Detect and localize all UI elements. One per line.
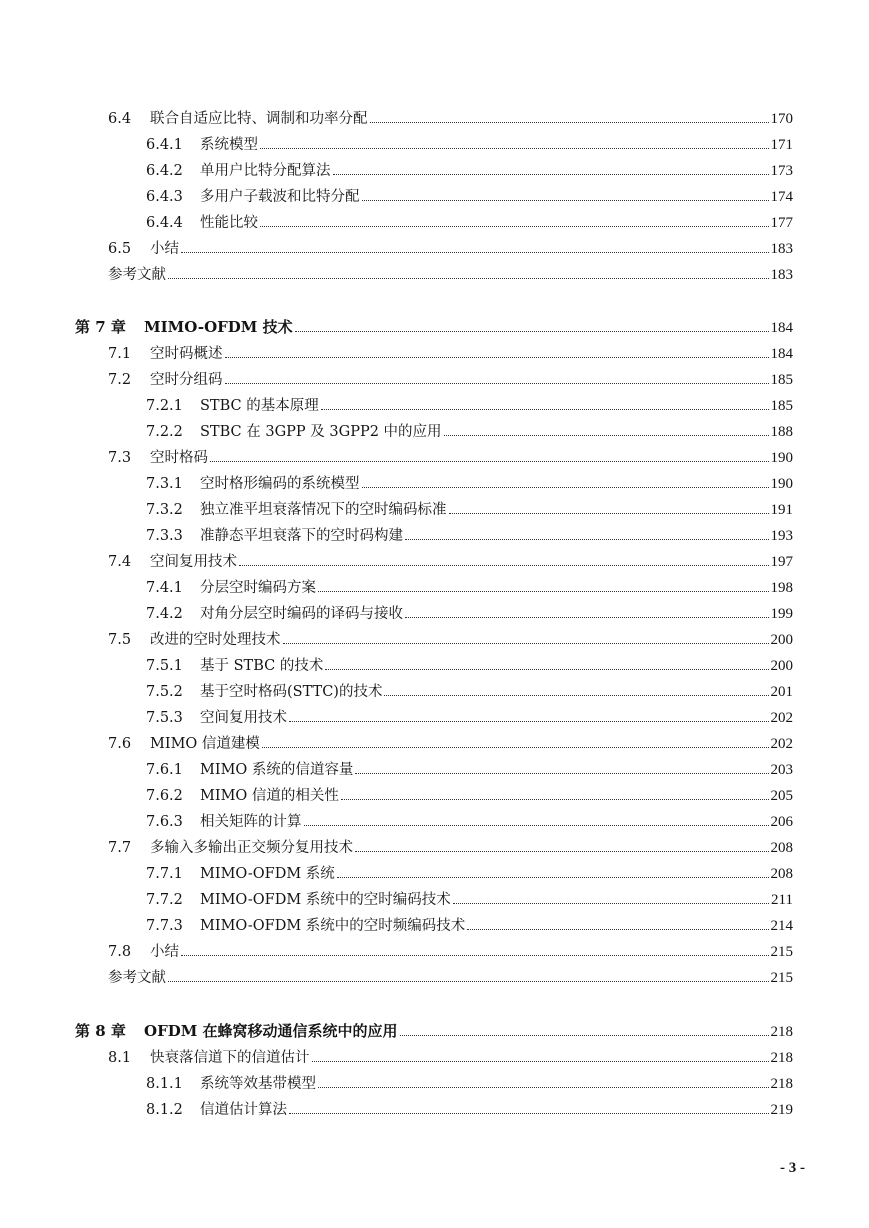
toc-entry-page: 211: [771, 892, 793, 908]
dot-leader: [312, 1061, 769, 1062]
toc-entry-number: 7.5: [108, 632, 132, 648]
toc-entry-number: 7.3: [108, 450, 132, 466]
toc-entry-title: MIMO-OFDM 系统: [200, 866, 335, 882]
dot-leader: [168, 981, 769, 982]
toc-entry-page: 183: [770, 241, 793, 257]
toc-subsection-entry: [146, 706, 793, 727]
toc-entry-number: 8.1.2: [146, 1102, 183, 1118]
page-number: - 3 -: [780, 1160, 805, 1176]
toc-subsection-entry: [146, 159, 793, 180]
toc-entry-number: 7.7.2: [146, 892, 183, 908]
toc-entry-title: 基于空时格码(STTC)的技术: [200, 684, 383, 700]
dot-leader: [337, 877, 769, 878]
toc-entry-number: 8.1.1: [146, 1076, 183, 1092]
dot-leader: [341, 799, 769, 800]
toc-entry-page: 188: [770, 424, 793, 440]
toc-entry-page: 184: [770, 320, 793, 336]
toc-subsection-entry: [146, 420, 793, 441]
dot-leader: [453, 903, 769, 904]
toc-entry-page: 183: [770, 267, 793, 283]
toc-section-entry: [108, 1046, 793, 1067]
toc-entry-page: 170: [770, 111, 793, 127]
toc-entry-number: 7.8: [108, 944, 132, 960]
dot-leader: [325, 669, 768, 670]
toc-entry-title: 系统等效基带模型: [200, 1076, 316, 1092]
toc-entry-page: 184: [770, 346, 793, 362]
toc-section-entry: [108, 628, 793, 649]
toc-entry-page: 190: [770, 450, 793, 466]
toc-section-entry: [108, 940, 793, 961]
toc-entry-number: 7.7.1: [146, 866, 183, 882]
toc-entry-title: MIMO-OFDM 系统中的空时频编码技术: [200, 918, 466, 934]
toc-entry-title: 小结: [150, 944, 179, 960]
toc-entry-number: 7.3.3: [146, 528, 183, 544]
toc-section-entry: [108, 368, 793, 389]
toc-subsection-entry: [146, 524, 793, 545]
dot-leader: [289, 721, 769, 722]
dot-leader: [318, 1087, 769, 1088]
toc-entry-title: 性能比较: [200, 215, 258, 231]
dot-leader: [362, 487, 769, 488]
dot-leader: [355, 773, 768, 774]
dot-leader: [355, 851, 769, 852]
toc-subsection-entry: [146, 576, 793, 597]
toc-entry-title: 相关矩阵的计算: [200, 814, 302, 830]
toc-entry-number: 6.4.3: [146, 189, 183, 205]
dot-leader: [181, 252, 769, 253]
toc-entry-title: 多输入多输出正交频分复用技术: [150, 840, 353, 856]
toc-entry-number: 7.2.2: [146, 424, 183, 440]
toc-entry-number: 7.4.2: [146, 606, 183, 622]
toc-entry-title: 对角分层空时编码的译码与接收: [200, 606, 403, 622]
dot-leader: [210, 461, 769, 462]
toc-entry-number: 7.5.3: [146, 710, 183, 726]
toc-entry-page: 174: [770, 189, 793, 205]
toc-entry-page: 185: [770, 372, 793, 388]
toc-entry-title: 空间复用技术: [200, 710, 287, 726]
toc-subsection-entry: [146, 914, 793, 935]
toc-section-entry: [108, 263, 793, 284]
toc-entry-page: 218: [770, 1076, 793, 1092]
dot-leader: [362, 200, 769, 201]
toc-entry-title: 空时码概述: [150, 346, 223, 362]
toc-entry-title: 参考文献: [108, 267, 166, 283]
dot-leader: [260, 226, 769, 227]
toc-entry-page: 173: [770, 163, 793, 179]
toc-entry-number: 第 7 章: [75, 318, 126, 336]
toc-entry-page: 202: [770, 710, 793, 726]
toc-entry-number: 7.6: [108, 736, 132, 752]
toc-entry-page: 201: [770, 684, 793, 700]
toc-entry-title: STBC 的基本原理: [200, 398, 319, 414]
dot-leader: [333, 174, 769, 175]
toc-entry-number: 7.6.2: [146, 788, 183, 804]
toc-section-entry: [108, 107, 793, 128]
dot-leader: [260, 148, 769, 149]
toc-chapter-entry: [75, 316, 793, 337]
toc-entry-title: MIMO 系统的信道容量: [200, 762, 354, 778]
toc-subsection-entry: [146, 680, 793, 701]
toc-entry-page: 208: [770, 840, 793, 856]
toc-subsection-entry: [146, 394, 793, 415]
toc-entry-title: STBC 在 3GPP 及 3GPP2 中的应用: [200, 424, 442, 440]
toc-entry-title: 空时分组码: [150, 372, 223, 388]
toc-section-entry: [108, 342, 793, 363]
toc-entry-page: 193: [770, 528, 793, 544]
toc-entry-number: 8.1: [108, 1050, 132, 1066]
toc-entry-title: 空时格码: [150, 450, 208, 466]
toc-entry-number: 第 8 章: [75, 1022, 126, 1040]
toc-entry-page: 215: [770, 944, 793, 960]
toc-entry-number: 7.3.2: [146, 502, 183, 518]
toc-entry-page: 208: [770, 866, 793, 882]
dot-leader: [168, 278, 769, 279]
toc-subsection-entry: [146, 784, 793, 805]
dot-leader: [370, 122, 769, 123]
toc-entry-page: 197: [770, 554, 793, 570]
toc-entry-title: MIMO-OFDM 技术: [144, 318, 293, 336]
toc-entry-title: 独立准平坦衰落情况下的空时编码标准: [200, 502, 447, 518]
toc-entry-title: 准静态平坦衰落下的空时码构建: [200, 528, 403, 544]
toc-section-entry: [108, 550, 793, 571]
dot-leader: [449, 513, 769, 514]
dot-leader: [384, 695, 768, 696]
toc-entry-number: 7.5.2: [146, 684, 183, 700]
toc-entry-title: OFDM 在蜂窝移动通信系统中的应用: [144, 1022, 398, 1040]
toc-entry-page: 219: [770, 1102, 793, 1118]
toc-entry-title: 信道估计算法: [200, 1102, 287, 1118]
toc-subsection-entry: [146, 211, 793, 232]
dot-leader: [405, 539, 769, 540]
toc-entry-number: 7.4: [108, 554, 132, 570]
dot-leader: [225, 357, 769, 358]
toc-entry-page: 203: [770, 762, 793, 778]
toc-entry-number: 7.2.1: [146, 398, 183, 414]
toc-section-entry: [108, 836, 793, 857]
toc-entry-page: 200: [770, 632, 793, 648]
toc-entry-page: 200: [770, 658, 793, 674]
toc-entry-number: 7.2: [108, 372, 132, 388]
dot-leader: [289, 1113, 769, 1114]
toc-subsection-entry: [146, 133, 793, 154]
toc-entry-page: 185: [770, 398, 793, 414]
toc-entry-title: 基于 STBC 的技术: [200, 658, 324, 674]
toc-entry-number: 7.7.3: [146, 918, 183, 934]
dot-leader: [283, 643, 769, 644]
toc-entry-title: 参考文献: [108, 970, 166, 986]
toc-entry-title: MIMO 信道的相关性: [200, 788, 339, 804]
toc-entry-page: 205: [770, 788, 793, 804]
toc-subsection-entry: [146, 758, 793, 779]
toc-entry-page: 198: [770, 580, 793, 596]
toc-entry-number: 7.6.3: [146, 814, 183, 830]
toc-section-entry: [108, 237, 793, 258]
toc-subsection-entry: [146, 862, 793, 883]
toc-entry-number: 7.3.1: [146, 476, 183, 492]
dot-leader: [239, 565, 769, 566]
toc-entry-title: 快衰落信道下的信道估计: [150, 1050, 310, 1066]
toc-entry-title: 小结: [150, 241, 179, 257]
dot-leader: [400, 1035, 769, 1036]
toc-entry-page: 177: [770, 215, 793, 231]
dot-leader: [405, 617, 769, 618]
dot-leader: [467, 929, 768, 930]
toc-entry-title: 多用户子载波和比特分配: [200, 189, 360, 205]
toc-subsection-entry: [146, 472, 793, 493]
dot-leader: [262, 747, 769, 748]
dot-leader: [225, 383, 769, 384]
toc-entry-title: 改进的空时处理技术: [150, 632, 281, 648]
toc-entry-page: 202: [770, 736, 793, 752]
toc-subsection-entry: [146, 1098, 793, 1119]
toc-entry-page: 214: [770, 918, 793, 934]
toc-entry-number: 7.1: [108, 346, 132, 362]
toc-entry-page: 218: [770, 1024, 793, 1040]
dot-leader: [295, 331, 769, 332]
dot-leader: [321, 409, 769, 410]
toc-subsection-entry: [146, 498, 793, 519]
toc-section-entry: [108, 966, 793, 987]
toc-entry-page: 190: [770, 476, 793, 492]
dot-leader: [318, 591, 769, 592]
toc-entry-number: 6.4.1: [146, 137, 183, 153]
toc-subsection-entry: [146, 1072, 793, 1093]
toc-entry-title: 联合自适应比特、调制和功率分配: [150, 111, 368, 127]
toc-subsection-entry: [146, 654, 793, 675]
toc-entry-number: 6.4: [108, 111, 132, 127]
toc-entry-page: 218: [770, 1050, 793, 1066]
dot-leader: [304, 825, 769, 826]
toc-entry-page: 191: [770, 502, 793, 518]
toc-section-entry: [108, 446, 793, 467]
toc-entry-title: 系统模型: [200, 137, 258, 153]
dot-leader: [444, 435, 769, 436]
toc-entry-number: 6.5: [108, 241, 132, 257]
toc-entry-number: 7.6.1: [146, 762, 183, 778]
toc-section-entry: [108, 732, 793, 753]
toc-entry-title: 空时格形编码的系统模型: [200, 476, 360, 492]
dot-leader: [181, 955, 769, 956]
toc-subsection-entry: [146, 810, 793, 831]
toc-subsection-entry: [146, 602, 793, 623]
toc-subsection-entry: [146, 888, 793, 909]
toc-entry-page: 215: [770, 970, 793, 986]
toc-entry-title: MIMO 信道建模: [150, 736, 260, 752]
toc-entry-page: 171: [770, 137, 793, 153]
toc-entry-title: 单用户比特分配算法: [200, 163, 331, 179]
toc-entry-number: 6.4.2: [146, 163, 183, 179]
toc-entry-number: 6.4.4: [146, 215, 183, 231]
toc-subsection-entry: [146, 185, 793, 206]
toc-entry-number: 7.4.1: [146, 580, 183, 596]
toc-entry-title: 空间复用技术: [150, 554, 237, 570]
toc-entry-title: MIMO-OFDM 系统中的空时编码技术: [200, 892, 451, 908]
toc-entry-page: 206: [770, 814, 793, 830]
toc-chapter-entry: [75, 1020, 793, 1041]
toc-entry-page: 199: [770, 606, 793, 622]
toc-entry-title: 分层空时编码方案: [200, 580, 316, 596]
toc-entry-number: 7.7: [108, 840, 132, 856]
toc-entry-number: 7.5.1: [146, 658, 183, 674]
